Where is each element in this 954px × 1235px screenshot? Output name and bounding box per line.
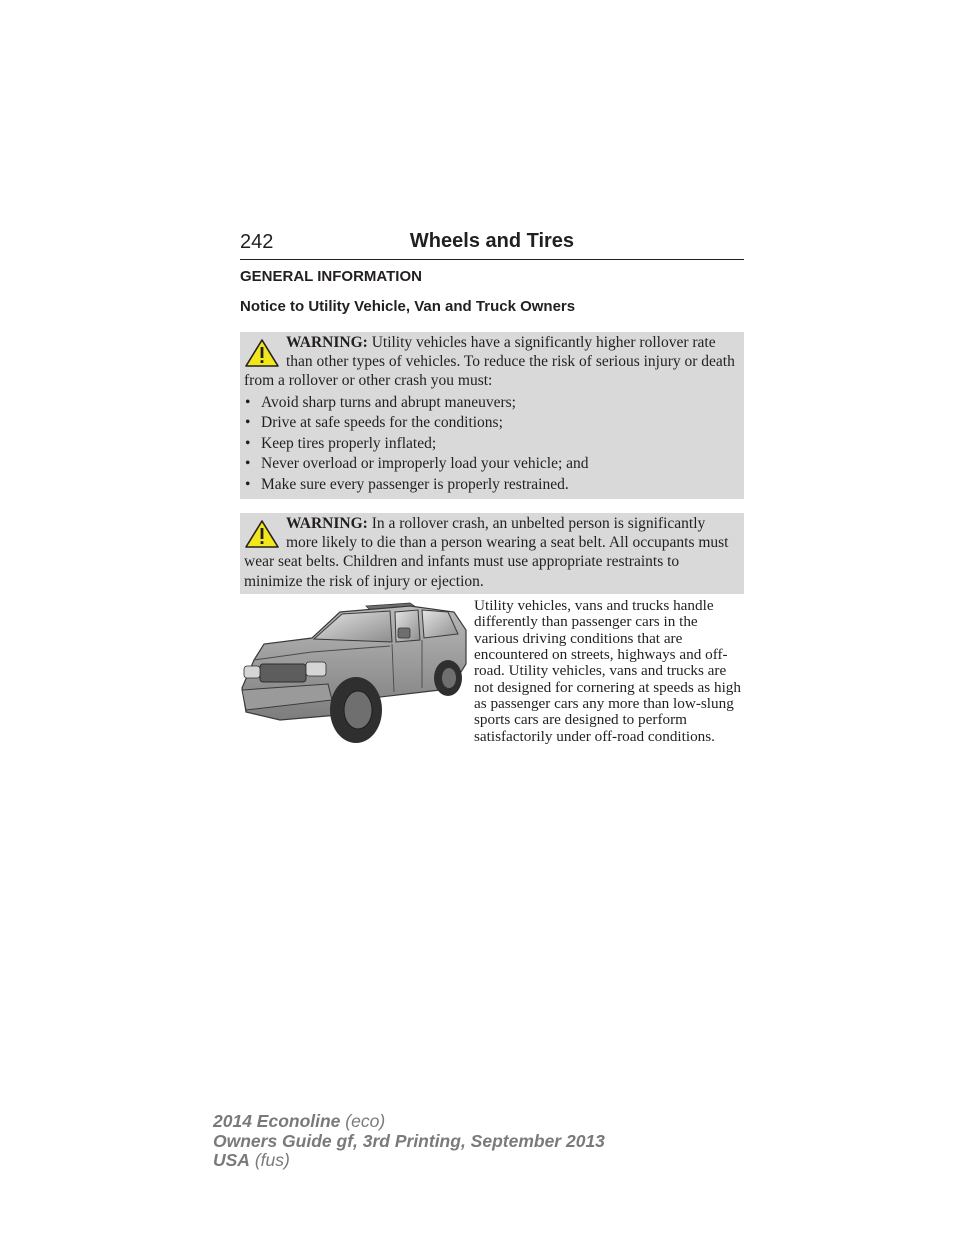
list-item: • Make sure every passenger is properly restrained. — [245, 475, 569, 493]
warning-body: In a rollover crash, an unbelted person is significantly more likely to die than a person wearing a seat belt. All occupants must wear seat belts. Children and infants must use appropriate restraints to minimize the risk of injury or ejection. — [244, 515, 729, 590]
page-header — [240, 228, 744, 260]
warning-text — [244, 333, 740, 391]
warning-box-seatbelt — [240, 513, 744, 594]
warning-body: Utility vehicles have a significantly higher rollover rate than other types of vehicles. To reduce the risk of serious injury or death from a rollover or other crash you must: — [244, 334, 735, 390]
warning-box-rollover — [240, 332, 744, 499]
section-heading: GENERAL INFORMATION — [240, 268, 422, 285]
page-footer — [213, 1112, 605, 1171]
footer-market-line: USA (fus) — [213, 1150, 290, 1170]
chapter-title: Wheels and Tires — [409, 230, 575, 252]
list-item: • Drive at safe speeds for the conditions; — [245, 414, 503, 432]
warning-label: WARNING: — [286, 515, 368, 532]
warning-bullet-list — [244, 393, 740, 496]
utility-vehicle-paragraph: Utility vehicles, vans and trucks handle differently than passenger cars in the various driving conditions that are encountered on streets, highways and off-road. Utility vehicles, vans and trucks are not designed for cornering at speeds as high as passenger cars any more than low-slung sports cars are designed to perform satisfactorily under off-road conditions. — [474, 597, 741, 745]
footer-model-line: 2014 Econoline (eco) — [213, 1111, 386, 1131]
utility-vehicle-illustration — [240, 598, 468, 746]
sub-heading: Notice to Utility Vehicle, Van and Truck Owners — [240, 298, 576, 315]
list-item: • Avoid sharp turns and abrupt maneuvers; — [245, 393, 516, 411]
list-item: • Keep tires properly inflated; — [245, 434, 437, 452]
page-number: 242 — [240, 231, 274, 253]
warning-label: WARNING: — [286, 334, 368, 351]
warning-text — [244, 514, 740, 591]
warning-triangle-icon — [244, 338, 280, 368]
list-item: • Never overload or improperly load your vehicle; and — [245, 455, 589, 473]
footer-guide-line: Owners Guide gf, 3rd Printing, September 2013 — [213, 1130, 605, 1151]
warning-triangle-icon — [244, 519, 280, 549]
